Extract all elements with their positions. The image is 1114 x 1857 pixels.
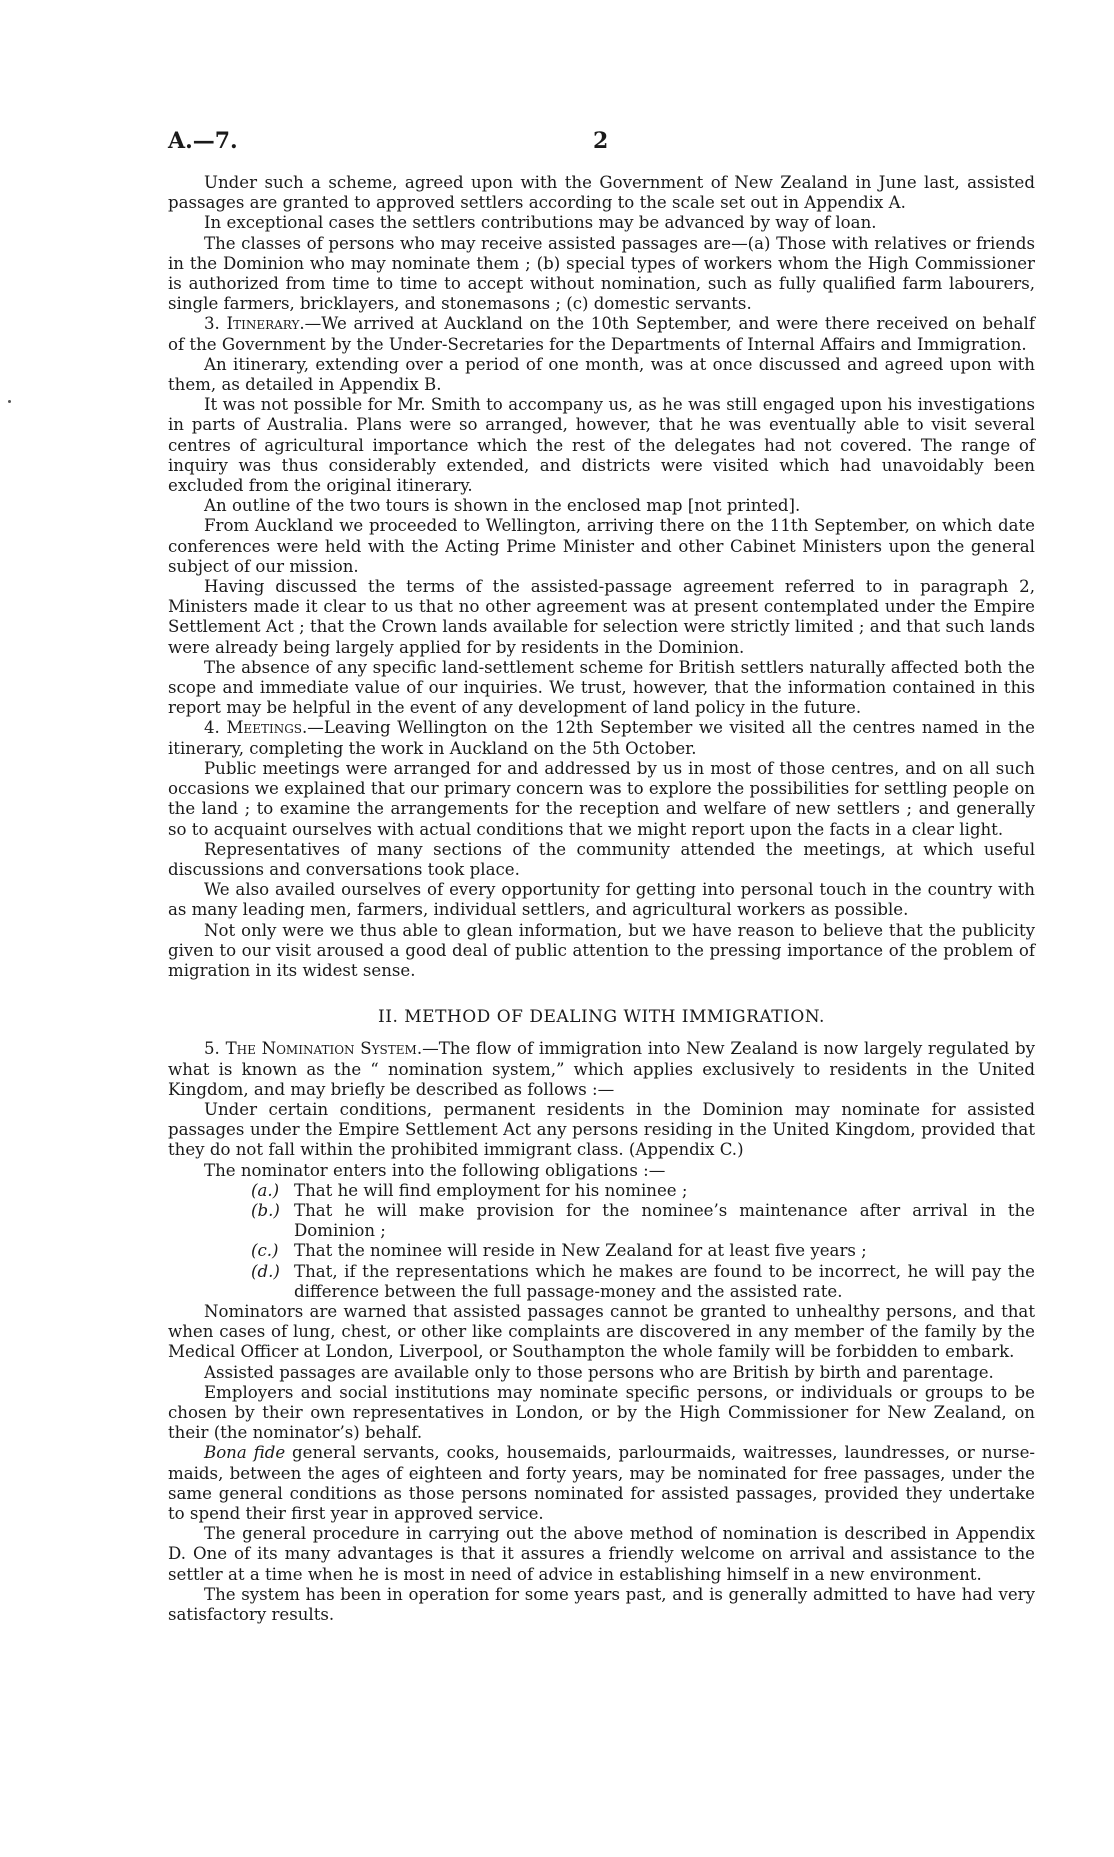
paragraph: The nominator enters into the following obligations :— [204, 1160, 666, 1180]
paragraph: Not only were we thus able to glean information, but we have reason to believe that the publicity given to our visit aroused a good deal of public attention to the pressing importance of the problem of migration in its widest sense. [168, 920, 1035, 980]
scan-speck [8, 400, 11, 403]
list-item [251, 1262, 1035, 1302]
list-item-text: That he will find employment for his nominee ; [294, 1180, 688, 1200]
paragraph: Assisted passages are available only to those persons who are British by birth and parentage. [204, 1362, 994, 1382]
bona-fide-paragraph [168, 1443, 1035, 1524]
paragraph: Nominators are warned that assisted passages cannot be granted to unhealthy persons, and that when cases of lung, chest, or other like complaints are discovered in any member of the family by the Medical Officer at London, Liverpool, or Southampton the whole family will be forbidden to embark. [168, 1301, 1035, 1362]
paragraph: An outline of the two tours is shown in the enclosed map [not printed]. [204, 496, 801, 516]
document-body [168, 173, 1035, 1625]
itinerary-paragraph [168, 314, 1035, 354]
obligations-list [251, 1181, 1035, 1302]
paragraph-text: —We arrived at Auckland on the 10th September, and were there received on behalf of the Government by the Under-Secretaries for the Departments of Internal Affairs and Immigration. [168, 314, 1035, 354]
meetings-paragraph [168, 718, 1035, 758]
paragraph: An itinerary, extending over a period of one month, was at once discussed and agreed upon with them, as detailed in Appendix B. [168, 354, 1035, 395]
list-item-text: That the nominee will reside in New Zealand for at least five years ; [294, 1241, 867, 1261]
paragraph: Employers and social institutions may nominate specific persons, or individuals or groups to be chosen by their own representatives in London, or by the High Commissioner for New Zealand, on their (the nominator’s) behalf. [168, 1382, 1035, 1443]
page-number: 2 [593, 128, 609, 154]
nomination-paragraph [168, 1039, 1035, 1100]
list-item-text: That, if the representations which he makes are found to be incorrect, he will pay the difference between the full passage-money and the assisted rate. [294, 1261, 1035, 1301]
paragraph-heading: Itinerary. [226, 314, 305, 334]
paragraph: Representatives of many sections of the community attended the meetings, at which useful discussions and conversations took place. [168, 839, 1035, 879]
paragraph-heading: The Nomination System. [225, 1039, 423, 1059]
paragraph: The general procedure in carrying out the above method of nomination is described in Appendix D. One of its many advantages is that it assures a friendly welcome on arrival and assistance to the settler at a time when he is most in need of advice in establishing himself in a new environment. [168, 1524, 1035, 1584]
page-header [168, 128, 1035, 158]
paragraph: From Auckland we proceeded to Wellington, arriving there on the 11th September, on which date conferences were held with the Acting Prime Minister and other Cabinet Ministers upon the general subject of our mission. [168, 516, 1035, 576]
paragraph-number: 5. [204, 1039, 220, 1059]
paragraph: The absence of any specific land-settlement scheme for British settlers naturally affected both the scope and immediate value of our inquiries. We trust, however, that the information contained in this report may be helpful in the event of any development of land policy in the future. [168, 657, 1035, 718]
paragraph-heading: Meetings. [226, 718, 308, 738]
list-item [251, 1201, 1035, 1241]
paragraph: The system has been in operation for some years past, and is generally admitted to have had very satisfactory results. [168, 1584, 1035, 1625]
list-item-label: (c.) [251, 1241, 279, 1261]
document-reference: A.—7. [168, 128, 238, 154]
paragraph: The classes of persons who may receive assisted passages are—(a) Those with relatives or friends in the Dominion who may nominate them ; (b) special types of workers whom the High Commissioner is authorized from time to time to accept without nomination, such as fully qualified farm labourers, single farmers, bricklayers, and stonemasons ; (c) domestic servants. [168, 233, 1035, 314]
paragraph: We also availed ourselves of every opportunity for getting into personal touch in the country with as many leading men, farmers, individual settlers, and agricultural workers as possible. [168, 880, 1035, 920]
paragraph-number: 3. [204, 314, 220, 334]
paragraph: Having discussed the terms of the assisted-passage agreement referred to in paragraph 2, Ministers made it clear to us that no other agreement was at present contemplated under the Empire Settlement Act ; that the Crown lands available for selection were strictly limited ; and that such lands were already being largely applied for by residents in the Dominion. [168, 577, 1035, 657]
list-item-label: (a.) [251, 1180, 280, 1200]
list-item [251, 1241, 1035, 1261]
paragraph: Under certain conditions, permanent residents in the Dominion may nominate for assisted passages under the Empire Settlement Act any persons residing in the United Kingdom, provided that they do not fall within the prohibited immigrant class. (Appendix C.) [168, 1099, 1035, 1160]
paragraph-text: —The flow of immigration into New Zealand is now largely regulated by what is known as the “ nomination system,” which applies exclusively to residents in the United Kingdom, and may briefly be described as follows :— [168, 1039, 1036, 1099]
paragraph-text: general servants, cooks, housemaids, parlourmaids, waitresses, laundresses, or nurse-maids, between the ages of eighteen and forty years, may be nominated for free passages, under the same general conditions as those persons nominated for assisted passages, provided they undertake to spend their first year in approved service. [168, 1443, 1035, 1523]
list-item-label: (b.) [251, 1200, 280, 1220]
paragraph: Under such a scheme, agreed upon with the Government of New Zealand in June last, assisted passages are granted to approved settlers according to the scale set out in Appendix A. [168, 173, 1035, 213]
list-item-text: That he will make provision for the nominee’s maintenance after arrival in the Dominion ; [294, 1200, 1035, 1241]
list-item [251, 1181, 1035, 1201]
paragraph: Public meetings were arranged for and addressed by us in most of those centres, and on all such occasions we explained that our primary concern was to explore the possibilities for settling people on the land ; to examine the arrangements for the reception and welfare of new settlers ; and generally so to acquaint ourselves with actual conditions that we might report upon the facts in a clear light. [168, 758, 1035, 839]
section-title: II. METHOD OF DEALING WITH IMMIGRATION. [378, 1007, 825, 1028]
list-item-label: (d.) [251, 1261, 280, 1281]
paragraph-number: 4. [204, 718, 220, 738]
italic-lead: Bona fide [204, 1443, 286, 1463]
paragraph-text: —Leaving Wellington on the 12th September we visited all the centres named in the itinerary, completing the work in Auckland on the 5th October. [168, 718, 1036, 758]
paragraph: In exceptional cases the settlers contributions may be advanced by way of loan. [204, 213, 877, 233]
paragraph: It was not possible for Mr. Smith to accompany us, as he was still engaged upon his investigations in parts of Australia. Plans were so arranged, however, that he was eventually able to visit several centres of agricultural importance which the rest of the delegates had not covered. The range of inquiry was thus considerably extended, and districts were visited which had unavoidably been excluded from the original itinerary. [168, 395, 1035, 496]
